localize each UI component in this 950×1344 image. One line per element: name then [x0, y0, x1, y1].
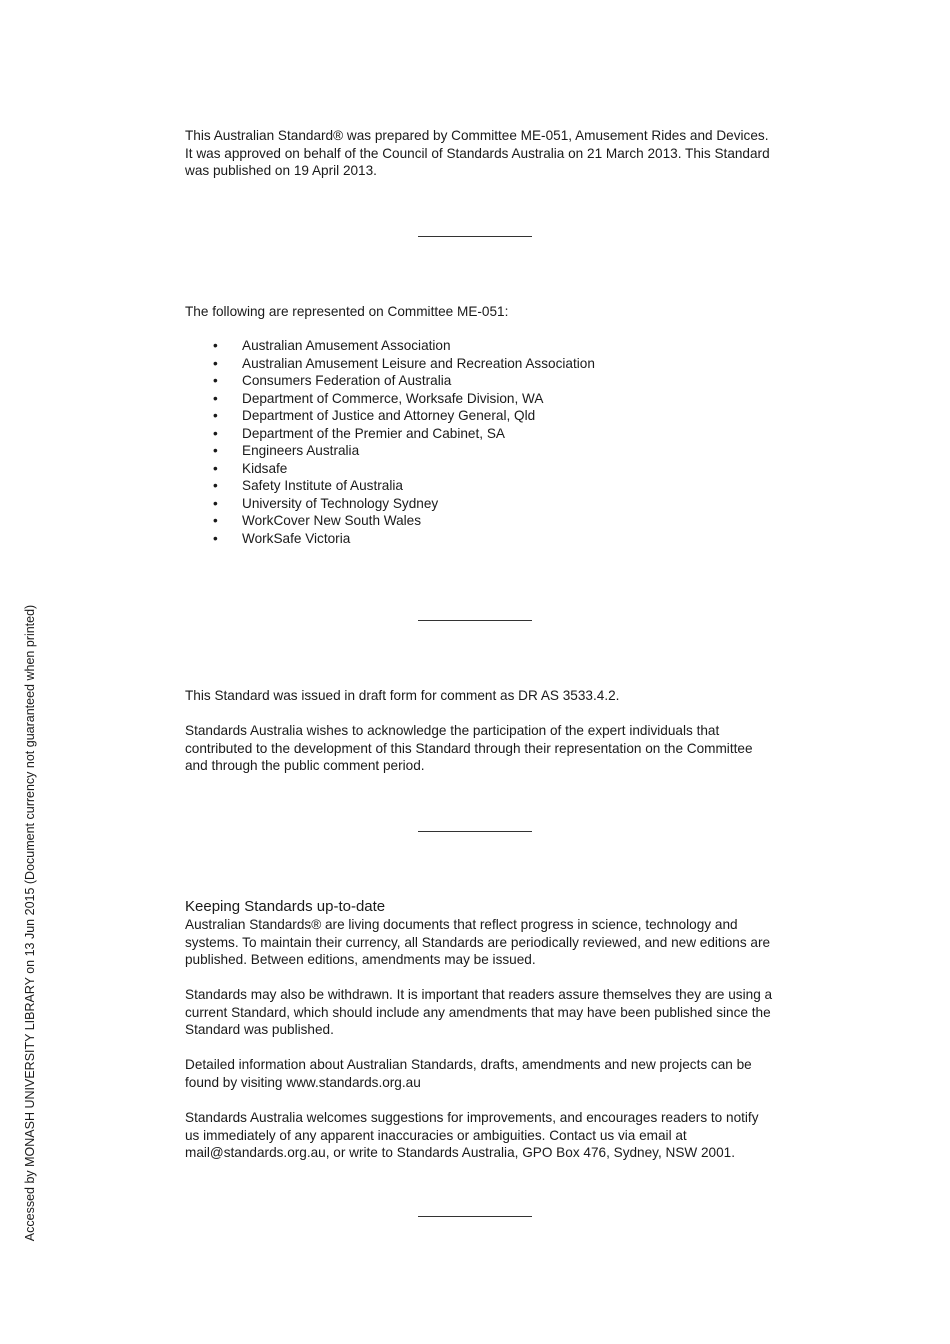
detailed-info-prefix: Detailed information about Australian Standards, drafts, amendments and new projects can be found by visiting	[185, 1057, 752, 1090]
email-link[interactable]: mail@standards.org.au	[185, 1145, 326, 1161]
living-documents-text: Australian Standards® are living documents that reflect progress in science, technology and systems. To maintain their currency, all Standards are periodically reviewed, and new editions are published. Between editions, amendments may be issued.	[185, 917, 771, 968]
committee-member-item	[185, 390, 745, 408]
bullet-icon: •	[213, 408, 218, 424]
draft-statement	[185, 687, 775, 705]
bullet-icon: •	[213, 425, 218, 441]
bullet-icon: •	[213, 443, 218, 459]
committee-member-item	[185, 530, 745, 548]
committee-member-item	[185, 460, 745, 478]
detailed-info-paragraph	[185, 1056, 775, 1091]
committee-member-item	[185, 355, 745, 373]
committee-member-item	[185, 425, 745, 443]
withdrawn-text: Standards may also be withdrawn. It is important that readers assure themselves they are using a current Standard, which should include any amendments that may have been published since the Standard was published.	[185, 987, 773, 1038]
committee-member-item	[185, 512, 745, 530]
committee-member-name: Engineers Australia	[242, 443, 360, 459]
bullet-icon: •	[213, 495, 218, 511]
committee-member-item	[185, 495, 745, 513]
suggestions-text	[185, 1109, 775, 1162]
access-note-text: Accessed by MONASH UNIVERSITY LIBRARY on 13 Jun 2015 (Document currency not guaranteed when printed)	[23, 604, 37, 1242]
acknowledgement-statement	[185, 722, 775, 775]
website-link[interactable]: www.standards.org.au	[286, 1074, 421, 1090]
bullet-icon: •	[213, 373, 218, 389]
section-divider-1	[418, 236, 532, 237]
acknowledgement-text: Standards Australia wishes to acknowledge the participation of the expert individuals that contributed to the development of this Standard through their representation on the Committee and through the public comment period.	[185, 723, 753, 774]
preparation-text: This Australian Standard® was prepared by Committee ME-051, Amusement Rides and Devices. It was approved on behalf of the Council of Standards Australia on 21 March 2013. This Standard was published on 19 April 2013.	[185, 128, 770, 179]
committee-member-name: Department of Justice and Attorney General, Qld	[242, 408, 536, 424]
living-documents-paragraph	[185, 916, 775, 969]
committee-intro	[185, 303, 775, 321]
draft-issued-text: This Standard was issued in draft form for comment as DR AS 3533.4.2.	[185, 688, 620, 703]
section-divider-2	[418, 620, 532, 621]
committee-member-item	[185, 477, 745, 495]
bullet-icon: •	[213, 338, 218, 353]
bullet-icon: •	[213, 460, 218, 476]
committee-member-item	[185, 442, 745, 460]
bullet-icon: •	[213, 531, 218, 547]
committee-member-name: Australian Amusement Leisure and Recreation Association	[242, 355, 595, 371]
withdrawn-paragraph	[185, 986, 775, 1039]
detailed-info-text	[185, 1056, 775, 1091]
section-divider-3	[418, 831, 532, 832]
committee-members-list	[185, 337, 745, 548]
committee-member-name: Safety Institute of Australia	[242, 478, 403, 494]
committee-member-name: Consumers Federation of Australia	[242, 373, 452, 389]
suggestions-suffix: , or write to Standards Australia, GPO Box 476, Sydney, NSW 2001.	[325, 1145, 736, 1161]
committee-intro-text: The following are represented on Committee ME-051:	[185, 304, 509, 319]
committee-member-item	[185, 407, 745, 425]
suggestions-prefix: Standards Australia welcomes suggestions for improvements, and encourages readers to notify us immediately of any apparent inaccuracies or ambiguities. Contact us via email at	[185, 1110, 759, 1143]
committee-member-name: WorkCover New South Wales	[242, 513, 422, 529]
committee-member-name: Department of the Premier and Cabinet, SA	[242, 425, 505, 441]
bullet-icon: •	[213, 390, 218, 406]
committee-member-item	[185, 337, 745, 355]
bullet-icon: •	[213, 355, 218, 371]
committee-member-name: University of Technology Sydney	[242, 495, 439, 511]
committee-member-item	[185, 372, 745, 390]
bullet-icon: •	[213, 513, 218, 529]
committee-member-name: Kidsafe	[242, 460, 288, 476]
suggestions-paragraph	[185, 1109, 775, 1162]
committee-member-name: Australian Amusement Association	[242, 338, 451, 353]
section-divider-4	[418, 1216, 532, 1217]
committee-member-name: WorkSafe Victoria	[242, 531, 351, 547]
preparation-statement	[185, 127, 775, 180]
keeping-standards-heading: Keeping Standards up-to-date	[185, 898, 386, 915]
bullet-icon: •	[213, 478, 218, 494]
committee-member-name: Department of Commerce, Worksafe Division, WA	[242, 390, 544, 406]
